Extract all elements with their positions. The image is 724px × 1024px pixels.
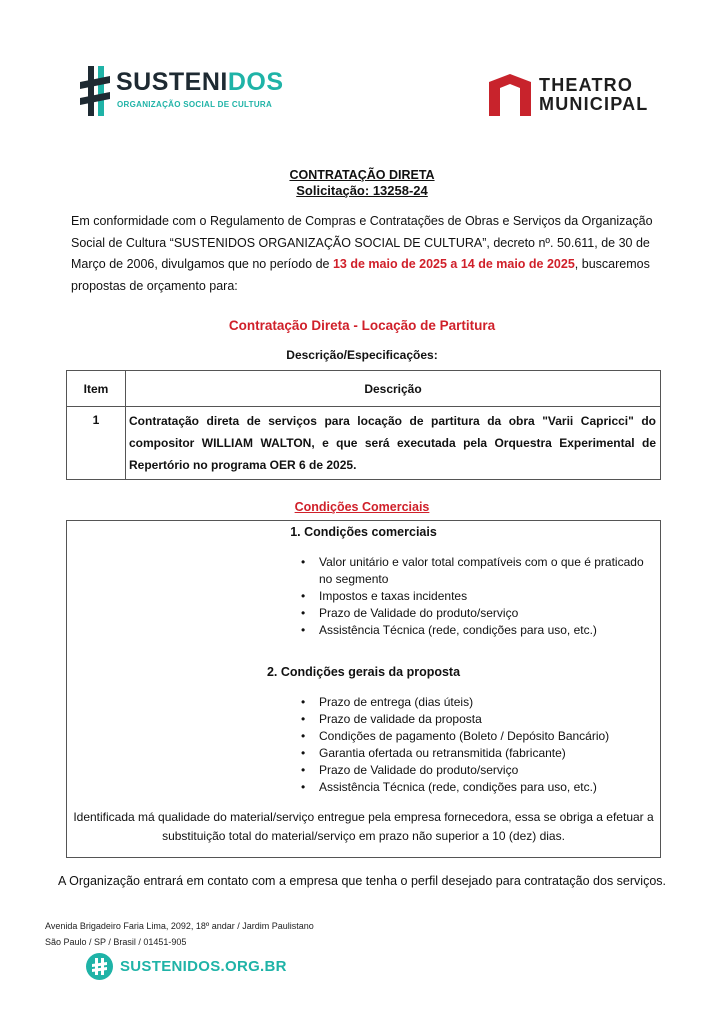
address-line-2: São Paulo / SP / Brasil / 01451-905: [45, 937, 187, 947]
theatro-wordmark: THEATRO MUNICIPAL: [539, 75, 649, 114]
list-item: • Prazo de validade da proposta: [301, 711, 651, 728]
general-conditions-list: [301, 694, 651, 796]
conditions-heading: Condições Comerciais: [294, 500, 430, 514]
table-row: [67, 407, 661, 480]
list-item: • Garantia ofertada ou retransmitida (fabricante): [301, 745, 651, 762]
intro-paragraph: Em conformidade com o Regulamento de Compras e Contratações de Obras e Serviços da Organização Social de Cultura “SUSTENIDOS ORGANIZAÇÃO SOCIAL DE CULTURA”, decreto nº. 50.611, de 30 de Março de 2006, divulgamos que no período de 13 de maio de 2025 a 14 de maio de 2025, buscaremos propostas de orçamento para:: [71, 214, 653, 293]
hash-icon: [80, 66, 110, 116]
request-number: Solicitação: 13258-24: [296, 183, 428, 198]
column-header-item: Item: [67, 371, 126, 407]
commercial-conditions-list: [301, 554, 651, 639]
column-header-description: Descrição: [126, 371, 661, 407]
hash-circle-icon: [86, 953, 113, 980]
list-item: • Prazo de entrega (dias úteis): [301, 694, 651, 711]
general-conditions-title: 2. Condições gerais da proposta: [266, 665, 461, 679]
section-title: Contratação Direta - Locação de Partitura: [228, 318, 496, 333]
sustenidos-logo: [80, 66, 284, 118]
table-header-row: [67, 371, 661, 407]
theatro-municipal-logo: [489, 72, 659, 118]
quality-note: Identificada má qualidade do material/serviço entregue pela empresa fornecedora, essa se obriga a efetuar a substituição total do material/serviço em prazo não superior a 10 (dez) dias.: [73, 810, 654, 843]
list-item: • Condições de pagamento (Boleto / Depósito Bancário): [301, 728, 651, 745]
list-item: • Prazo de Validade do produto/serviço: [301, 605, 651, 622]
item-description-cell: Contratação direta de serviços para locação de partitura da obra "Varii Capricci" do compositor WILLIAM WALTON, e que será executada pela Orquestra Experimental de Repertório no programa OER 6 de 2025.: [126, 407, 661, 480]
commercial-conditions-title: 1. Condições comerciais: [290, 525, 437, 539]
list-item: • Impostos e taxas incidentes: [301, 588, 651, 605]
address-line-1: Avenida Brigadeiro Faria Lima, 2092, 18º andar / Jardim Paulistano: [45, 921, 314, 931]
footer-website: [86, 953, 287, 983]
items-table: [66, 370, 661, 480]
sustenidos-subtitle: ORGANIZAÇÃO SOCIAL DE CULTURA: [117, 100, 273, 109]
description-heading: Descrição/Especificações:: [286, 348, 438, 362]
conditions-box: [66, 520, 661, 858]
closing-statement: A Organização entrará em contato com a empresa que tenha o perfil desejado para contratação dos serviços.: [58, 874, 666, 888]
theatro-arch-icon: [489, 74, 531, 116]
sustenidos-wordmark: SUSTENIDOS: [116, 68, 284, 96]
list-item: • Assistência Técnica (rede, condições para uso, etc.): [301, 622, 651, 639]
footer-address: [45, 918, 314, 950]
list-item: • Valor unitário e valor total compatíveis com o que é praticado no segmento: [301, 554, 651, 588]
item-number-cell: 1: [67, 407, 126, 480]
intro-period: 13 de maio de 2025 a 14 de maio de 2025: [332, 257, 575, 271]
list-item: • Prazo de Validade do produto/serviço: [301, 762, 651, 779]
list-item: • Assistência Técnica (rede, condições para uso, etc.): [301, 779, 651, 796]
document-type-title: CONTRATAÇÃO DIRETA: [289, 168, 435, 182]
website-link[interactable]: SUSTENIDOS.ORG.BR: [120, 958, 287, 975]
